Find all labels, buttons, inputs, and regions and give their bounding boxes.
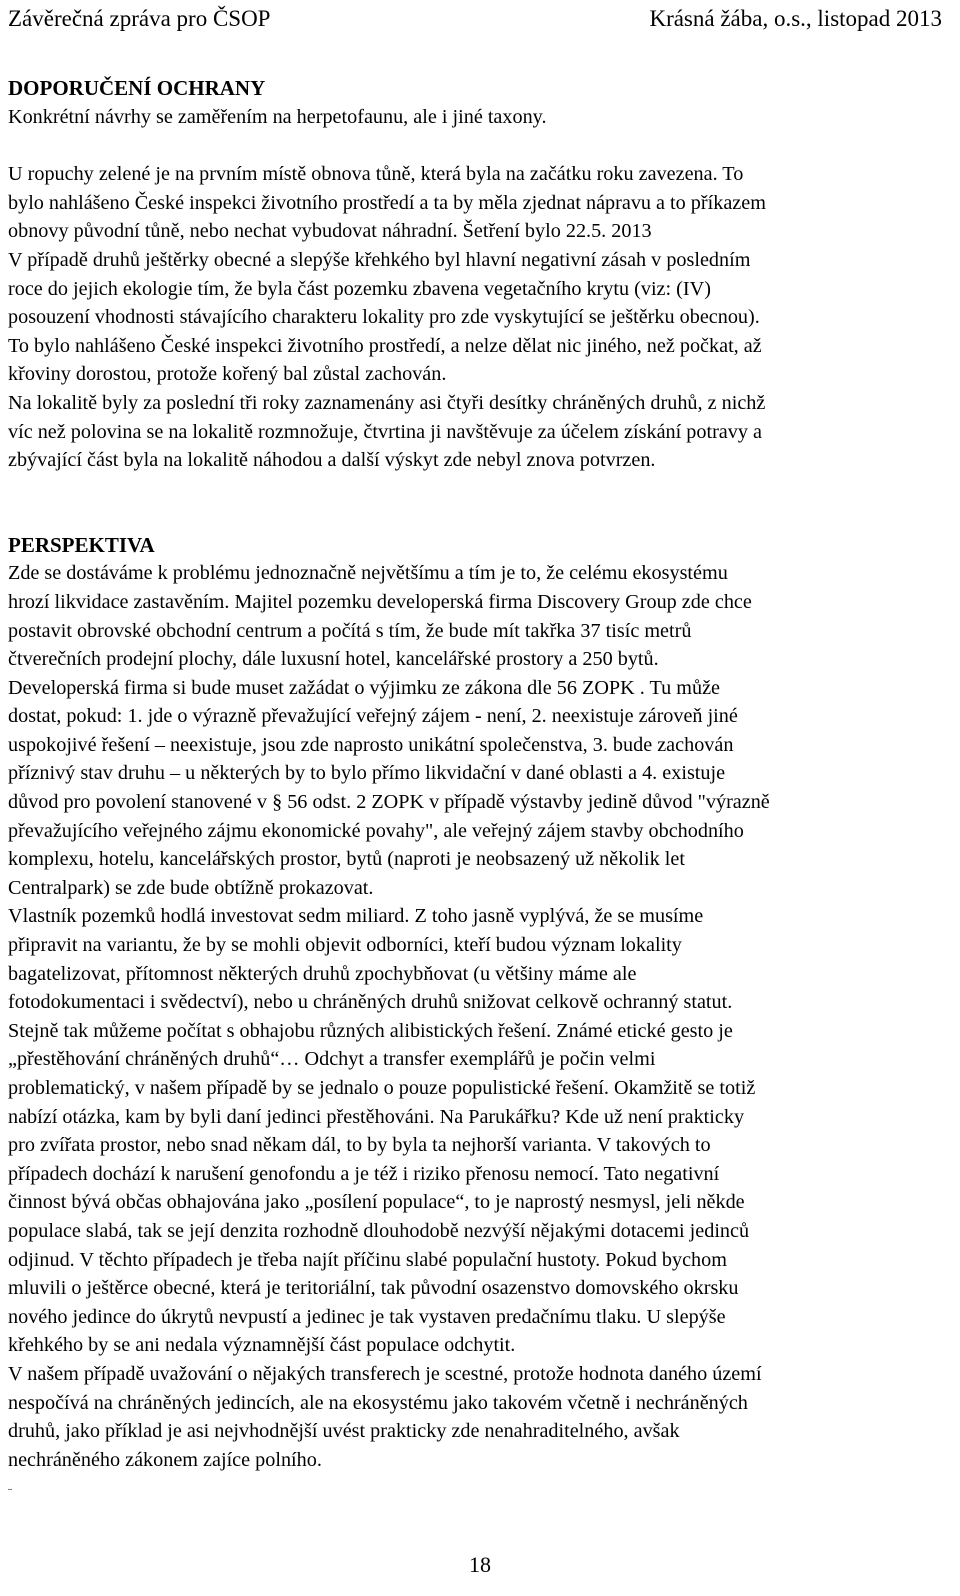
text-line: Developerská firma si bude muset zažádat o výjimku ze zákona dle 56 ZOPK . Tu může [8,676,720,699]
text-line: křoviny dorostou, protože kořený bal zůstal zachován. [8,363,447,386]
text-line: odjinud. V těchto případech je třeba najít příčinu slabé populační hustoty. Pokud bychom [8,1248,727,1271]
spacer [8,131,944,160]
text-line: hrozí likvidace zastavěním. Majitel pozemku developerská firma Discovery Group zde chce [8,590,752,613]
text-line: důvod pro povolení stanovené v § 56 odst. 2 ZOPK v případě výstavby jedině důvod "výrazně [8,791,770,814]
text-line: populace slabá, tak se její denzita rozhodně dlouhodobě nezvýší nějakými dotacemi jedinců [8,1219,750,1242]
text-line: nechráněného zákonem zajíce polního. [8,1448,322,1471]
text-line: křehkého by se ani nedala významnější část populace odchytit. [8,1334,516,1357]
page-header [8,4,942,34]
text-line: problematický, v našem případě by se jednalo o pouze populistické řešení. Okamžitě se totiž [8,1077,756,1099]
text-line: čtverečních prodejní plochy, dále luxusní hotel, kancelářské prostory a 250 bytů. [8,648,659,671]
text-line: komplexu, hotelu, kancelářských prostor, bytů (naproti je neobsazený už několik let [8,848,685,871]
text-line: připravit na variantu, že by se mohli objevit odborníci, kteří budou význam lokality [8,934,682,957]
text-line: V případě druhů ještěrky obecné a slepýše křehkého byl hlavní negativní zásah v posledním [8,248,751,271]
text-line: Stejně tak můžeme počítat s obhajobu různých alibistických řešení. Známé etické gesto je [8,1019,733,1042]
spacer [8,475,944,531]
text-line: případech dochází k narušení genofondu a je též i riziko přenosu nemocí. Tato negativní [8,1162,720,1185]
text-line: postavit obrovské obchodní centrum a počítá s tím, že bude mít takřka 37 tisíc metrů [8,619,692,642]
text-line: bagatelizovat, přítomnost některých druhů zpochybňovat (u většiny máme ale [8,962,637,985]
text-line: převažujícího veřejného zájmu ekonomické povahy", ale veřejný zájem stavby obchodního [8,819,744,842]
text-line: nespočívá na chráněných jedincích, ale na ekosystému jako takovém včetně i nechráněných [8,1391,748,1414]
section-heading-doporuceni: DOPORUČENÍ OCHRANY [8,76,266,100]
text-line: činnost bývá občas obhajována jako „posílení populace“, to je naprostý nesmysl, jeli někde [8,1191,745,1214]
text-line: bylo nahlášeno České inspekci životního prostředí a ta by měla zjednat nápravu a to příkazem [8,191,766,214]
section-heading-perspektiva: PERSPEKTIVA [8,532,155,557]
footer-mark: ¨ [8,1485,12,1499]
header-right-title: Krásná žába, o.s., listopad 2013 [649,6,942,31]
text-line: nového jedince do úkrytů nevpustí a jedinec je tak vystaven predačnímu tlaku. U slepýše [8,1305,726,1328]
text-line: zbývající část byla na lokalitě náhodou a další výskyt zde nebyl znova potvrzen. [8,449,656,472]
text-line: roce do jejich ekologie tím, že byla část pozemku zbavena vegetačního krytu (viz: (IV) [8,277,711,300]
text-line: „přestěhování chráněných druhů“… Odchyt a transfer exemplářů je počin velmi [8,1048,656,1071]
section-paragraphs-doporuceni [8,160,944,475]
text-line: mluvili o ještěrce obecné, která je teritoriální, tak původní osazenstvo domovského okrsku [8,1277,739,1300]
text-line: obnovy původní tůně, nebo nechat vybudovat náhradní. Šetření bylo 22.5. 2013 [8,220,652,243]
text-line: víc než polovina se na lokalitě rozmnožuje, čtvrtina ji navštěvuje za účelem získání potravy a [8,420,762,443]
document-body [8,74,944,1474]
text-line: nabízí otázka, kam by byli daní jedinci přestěhováni. Na Parukářku? Kde už není prakticky [8,1105,745,1128]
text-line: Centralpark) se zde bude obtížně prokazovat. [8,876,374,899]
header-left-title: Závěrečná zpráva pro ČSOP [8,6,271,31]
text-line: druhů, jako příklad je asi nejvhodnější uvést prakticky zde nenahraditelného, avšak [8,1420,680,1443]
text-line: V našem případě uvažování o nějakých transferech je scestné, protože hodnota daného území [8,1362,762,1385]
text-line: To bylo nahlášeno České inspekci životního prostředí, a nelze dělat nic jiného, než počkat, až [8,334,762,357]
text-line: U ropuchy zelené je na prvním místě obnova tůně, která byla na začátku roku zavezena. To [8,163,744,186]
section-paragraphs-perspektiva [8,559,944,1474]
text-line: posouzení vhodnosti stávajícího charakteru lokality pro zde vyskytující se ještěrku obecnou). [8,306,760,329]
text-line: Vlastník pozemků hodlá investovat sedm miliard. Z toho jasně vyplývá, že se musíme [8,905,704,928]
text-line: fotodokumentaci i svědectví), nebo u chráněných druhů snižovat celkově ochranný statut. [8,991,733,1014]
text-line: dostat, pokud: 1. jde o výrazně převažující veřejný zájem - není, 2. neexistuje zároveň jiné [8,705,738,728]
text-line: příznivý stav druhu – u některých by to bylo přímo likvidační v dané oblasti a 4. existuje [8,762,726,785]
page-number: 18 [469,1552,491,1577]
section-intro: Konkrétní návrhy se zaměřením na herpetofaunu, ale i jiné taxony. [8,105,547,128]
text-line: uspokojivé řešení – neexistuje, jsou zde naprosto unikátní společenstva, 3. bude zachován [8,733,734,756]
text-line: Zde se dostáváme k problému jednoznačně největšímu a tím je to, že celému ekosystému [8,562,728,585]
text-line: pro zvířata prostor, nebo snad někam dál, to by byla ta nejhorší varianta. V takových to [8,1134,711,1157]
text-line: Na lokalitě byly za poslední tři roky zaznamenány asi čtyři desítky chráněných druhů, z nichž [8,391,766,414]
